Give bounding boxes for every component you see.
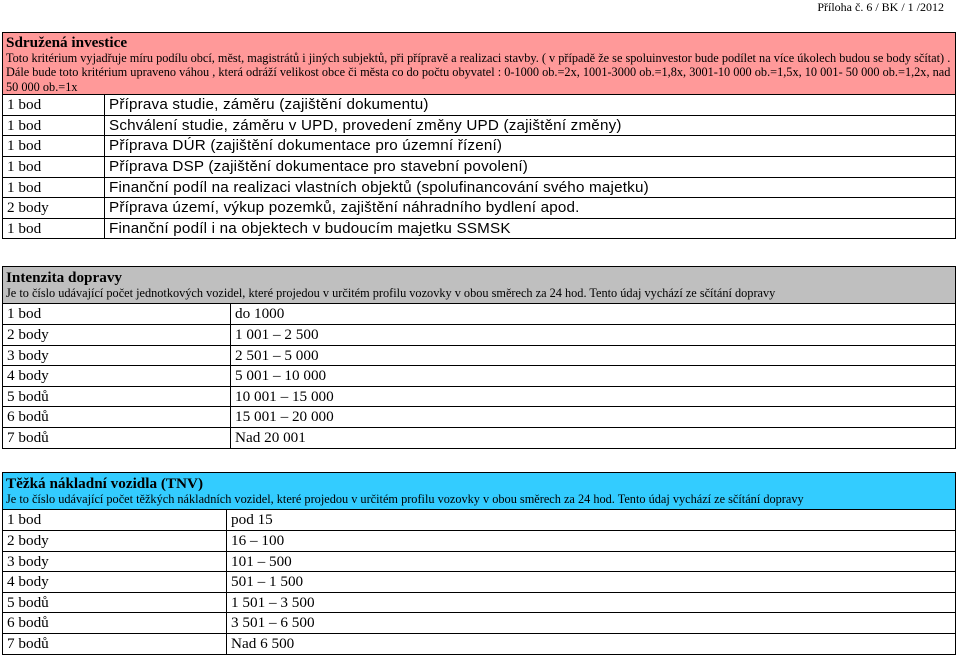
table-row [3,115,956,136]
traffic-intensity-description: Je to číslo udávající počet jednotkových vozidel, které projedou v určitém profilu vozovky v obou směrech za 24 hod. Tento údaj vychází ze sčítání dopravy [6,286,776,300]
range-cell: pod 15 [227,510,956,531]
table-row [3,386,956,407]
table-row [3,613,956,634]
points-cell: 1 bod [3,95,105,116]
range-cell: Nad 6 500 [227,633,956,654]
joint-investment-description: Toto kritérium vyjadřuje míru podílu obcí, měst, magistrátů i jiných subjektů, při přípravě a realizaci stavby. ( v případě že se spoluinvestor bude podílet na více úkolech budou se body sčítat) . Dále bude toto kritérium upraveno váhou , která odráží velikost obce či města co do počtu obyvatel : 0-1000 ob.=2x, 1001-3000 ob.=1,8x, 3001-10 000 ob.=1,5x, 10 001- 50 000 ob.=1,2x, nad 50 000 ob.=1x [6,51,951,94]
table-row [3,531,956,552]
range-cell: 15 001 – 20 000 [231,407,956,428]
table-row [3,345,956,366]
points-cell: 1 bod [3,304,231,325]
table-row [3,572,956,593]
criterion-cell: Příprava DÚR (zajištění dokumentace pro územní řízení) [105,136,956,157]
table-row [3,157,956,178]
range-cell: Nad 20 001 [231,427,956,448]
table-row [3,95,956,116]
points-cell: 1 bod [3,136,105,157]
heavy-trucks-table [2,472,956,655]
points-cell: 2 body [3,198,105,219]
points-cell: 4 body [3,572,227,593]
table-row [3,218,956,239]
points-cell: 2 body [3,531,227,552]
points-cell: 1 bod [3,177,105,198]
table-row [3,427,956,448]
table-row [3,304,956,325]
points-cell: 5 bodů [3,592,227,613]
joint-investment-header [3,33,956,95]
range-cell: 10 001 – 15 000 [231,386,956,407]
range-cell: 16 – 100 [227,531,956,552]
table-row [3,177,956,198]
heavy-trucks-header [3,473,956,510]
points-cell: 1 bod [3,115,105,136]
points-cell: 1 bod [3,510,227,531]
joint-investment-table [2,32,956,239]
points-cell: 1 bod [3,157,105,178]
table-row [3,551,956,572]
points-cell: 3 body [3,551,227,572]
range-cell: 3 501 – 6 500 [227,613,956,634]
table-row [3,325,956,346]
points-cell: 4 body [3,366,231,387]
table-row [3,407,956,428]
heavy-trucks-header-cell [3,473,956,510]
joint-investment-header-cell [3,33,956,95]
joint-investment-title: Sdružená investice [6,34,128,51]
criterion-cell: Finanční podíl na realizaci vlastních objektů (spolufinancování svého majetku) [105,177,956,198]
traffic-intensity-header-cell [3,267,956,304]
range-cell: 1 501 – 3 500 [227,592,956,613]
traffic-intensity-table [2,266,956,449]
range-cell: 1 001 – 2 500 [231,325,956,346]
points-cell: 7 bodů [3,427,231,448]
points-cell: 5 bodů [3,386,231,407]
table-row [3,136,956,157]
range-cell: 2 501 – 5 000 [231,345,956,366]
points-cell: 6 bodů [3,613,227,634]
table-row [3,198,956,219]
appendix-label: Příloha č. 6 / BK / 1 /2012 [817,0,944,14]
points-cell: 6 bodů [3,407,231,428]
points-cell: 7 bodů [3,633,227,654]
table-row [3,366,956,387]
range-cell: 101 – 500 [227,551,956,572]
points-cell: 2 body [3,325,231,346]
criterion-cell: Příprava studie, záměru (zajištění dokumentu) [105,95,956,116]
range-cell: do 1000 [231,304,956,325]
table-row [3,592,956,613]
points-cell: 3 body [3,345,231,366]
criterion-cell: Příprava DSP (zajištění dokumentace pro stavební povolení) [105,157,956,178]
heavy-trucks-description: Je to číslo udávající počet těžkých nákladních vozidel, které projedou v určitém profilu vozovky v obou směrech za 24 hod. Tento údaj vychází ze sčítání dopravy [6,492,804,506]
heavy-trucks-title: Těžká nákladní vozidla (TNV) [6,475,204,492]
table-row [3,510,956,531]
range-cell: 501 – 1 500 [227,572,956,593]
range-cell: 5 001 – 10 000 [231,366,956,387]
traffic-intensity-title: Intenzita dopravy [6,269,123,286]
criterion-cell: Příprava území, výkup pozemků, zajištění náhradního bydlení apod. [105,198,956,219]
criterion-cell: Schválení studie, záměru v UPD, provedení změny UPD (zajištění změny) [105,115,956,136]
points-cell: 1 bod [3,218,105,239]
table-row [3,633,956,654]
traffic-intensity-header [3,267,956,304]
criterion-cell: Finanční podíl i na objektech v budoucím majetku SSMSK [105,218,956,239]
